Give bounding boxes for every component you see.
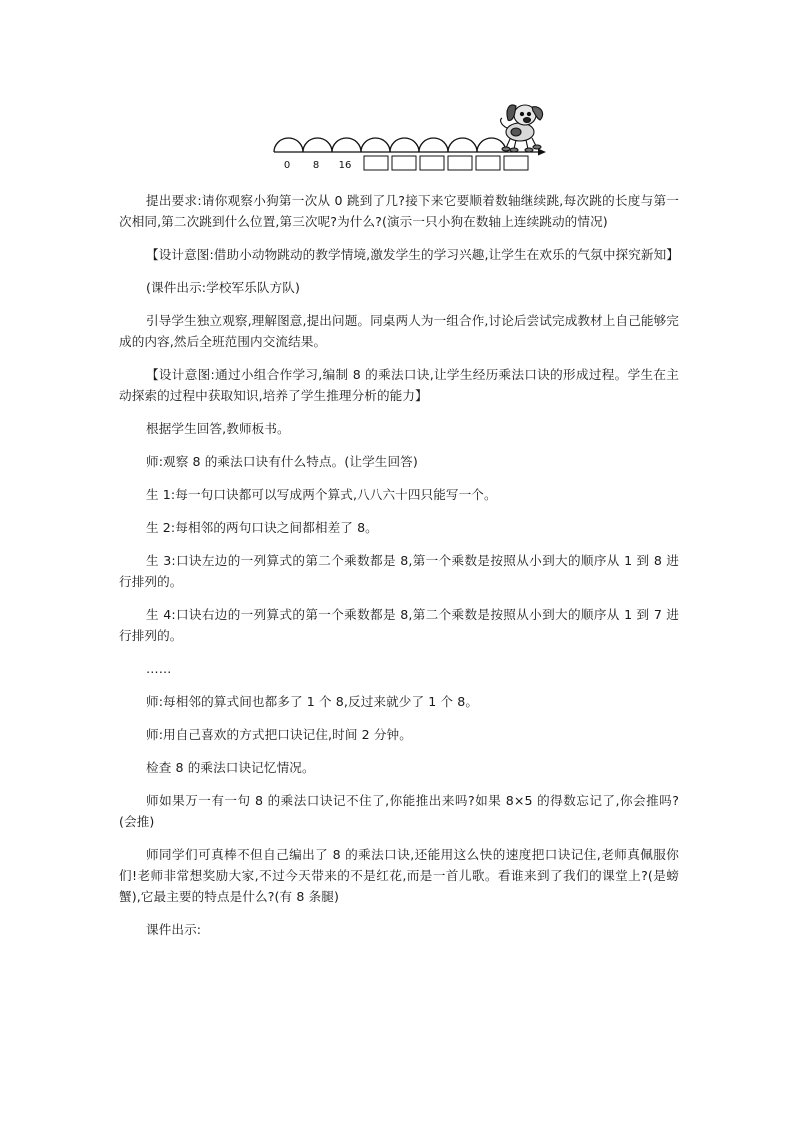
paragraph: 师:每相邻的算式间也都多了 1 个 8,反过来就少了 1 个 8。 xyxy=(146,694,479,709)
student-answer: 生 2:每相邻的两句口诀之间都相差了 8。 xyxy=(146,520,378,535)
answer-boxes xyxy=(364,156,528,170)
number-line-figure xyxy=(270,98,550,176)
answer-box xyxy=(504,156,528,170)
paragraph: 师如果万一有一句 8 的乘法口诀记不住了,你能推出来吗?如果 8×5 的得数忘记了,你会推吗?(会推) xyxy=(119,793,679,829)
jump-arc xyxy=(419,138,448,152)
paragraph: 师同学们可真棒不但自己编出了 8 的乘法口诀,还能用这么快的速度把口诀记住,老师真佩服你们!老师非常想奖励大家,不过今天带来的不是红花,而是一首儿歌。看谁来到了我们的课堂上?(是螃蟹),它最主要的特点是什么?(有 8 条腿) xyxy=(119,847,679,904)
answer-box xyxy=(364,156,388,170)
jump-arc xyxy=(448,138,477,152)
jump-arc xyxy=(390,138,419,152)
number-line-svg xyxy=(270,98,550,176)
dog-icon xyxy=(501,105,543,152)
paragraph: 根据学生回答,教师板书。 xyxy=(146,421,290,436)
paragraph: 课件出示: xyxy=(146,922,202,937)
tick-label: 0 xyxy=(283,160,291,171)
design-intent-note: 【设计意图:借助小动物跳动的教学情境,激发学生的学习兴趣,让学生在欢乐的气氛中探究新知】 xyxy=(146,247,679,262)
jump-arcs xyxy=(274,138,506,152)
student-answer: 生 4:口诀右边的一列算式的第一个乘数都是 8,第二个乘数是按照从小到大的顺序从 1 到 7 进行排列的。 xyxy=(119,607,679,643)
design-intent-note: 【设计意图:通过小组合作学习,编制 8 的乘法口诀,让学生经历乘法口诀的形成过程。学生在主动探索的过程中获取知识,培养了学生推理分析的能力】 xyxy=(119,367,679,403)
paragraph: (课件出示:学校军乐队方队) xyxy=(146,280,301,295)
paragraph: 检查 8 的乘法口诀记忆情况。 xyxy=(146,760,315,775)
tick-label: 16 xyxy=(338,160,352,171)
jump-arc xyxy=(332,138,361,152)
ellipsis: …… xyxy=(146,661,172,676)
answer-box xyxy=(476,156,500,170)
paragraph: 师:用自己喜欢的方式把口诀记住,时间 2 分钟。 xyxy=(146,727,412,742)
answer-box xyxy=(420,156,444,170)
jump-arc xyxy=(361,138,390,152)
axis-arrow xyxy=(538,149,546,156)
answer-box xyxy=(448,156,472,170)
jump-arc xyxy=(274,138,303,152)
paragraph: 提出要求:请你观察小狗第一次从 0 跳到了几?接下来它要顺着数轴继续跳,每次跳的长度与第一次相同,第二次跳到什么位置,第三次呢?为什么?(演示一只小狗在数轴上连续跳动的情况) xyxy=(119,193,679,229)
student-answer: 生 1:每一句口诀都可以写成两个算式,八八六十四只能写一个。 xyxy=(146,487,497,502)
jump-arc xyxy=(303,138,332,152)
paragraph: 引导学生独立观察,理解图意,提出问题。同桌两人为一组合作,讨论后尝试完成教材上自己能够完成的内容,然后全班范围内交流结果。 xyxy=(119,313,679,349)
answer-box xyxy=(392,156,416,170)
student-answer: 生 3:口诀左边的一列算式的第二个乘数都是 8,第一个乘数是按照从小到大的顺序从 1 到 8 进行排列的。 xyxy=(119,553,679,589)
lesson-text xyxy=(119,190,679,952)
paragraph: 师:观察 8 的乘法口诀有什么特点。(让学生回答) xyxy=(146,454,418,469)
tick-label: 8 xyxy=(312,160,320,171)
